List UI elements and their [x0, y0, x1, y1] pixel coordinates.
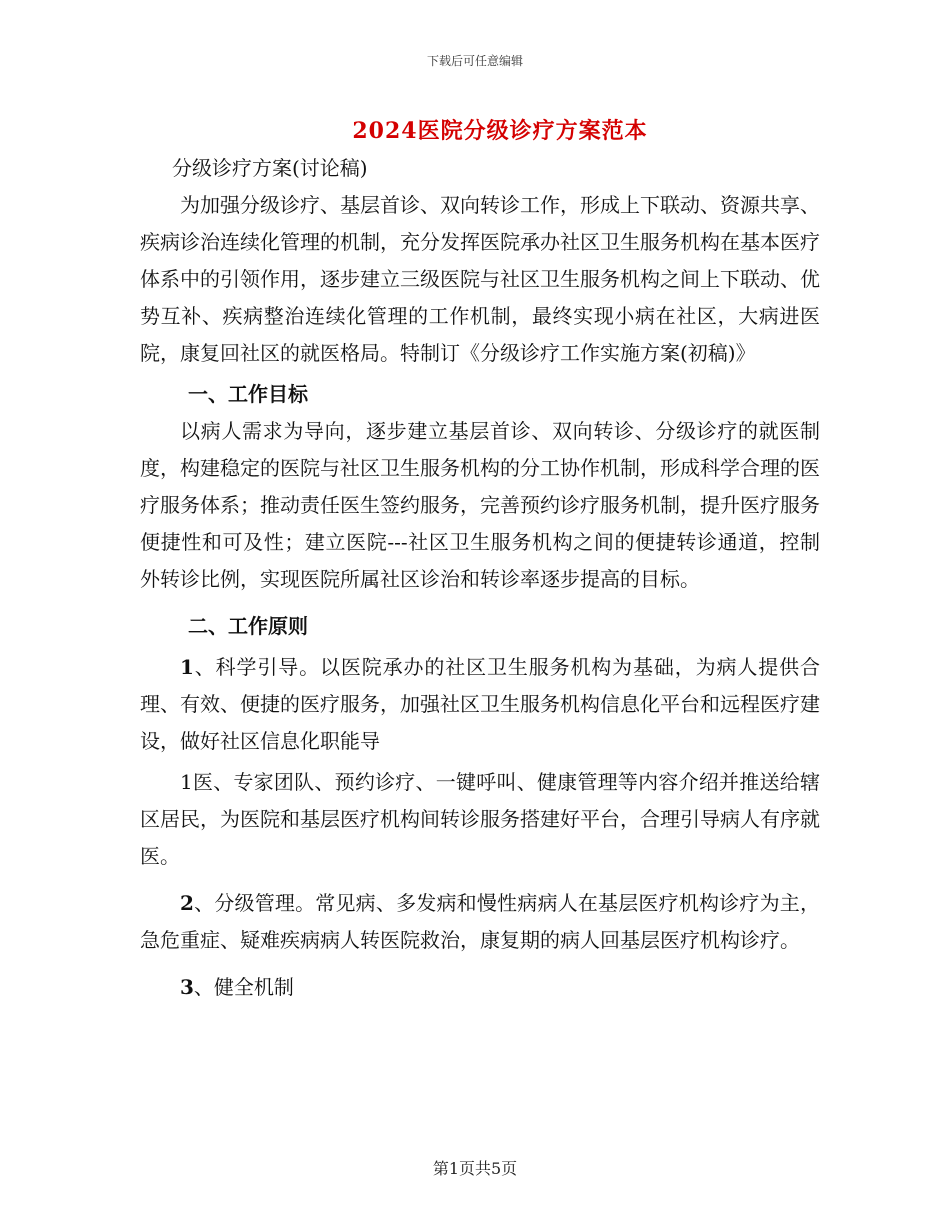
goals-paragraph: 以病人需求为导向，逐步建立基层首诊、双向转诊、分级诊疗的就医制度，构建稳定的医院与社区卫生服务机构的分工协作机制，形成科学合理的医疗服务体系；推动责任医生签约服务，完善预约诊疗服务机制，提升医疗服务便捷性和可及性；建立医院---社区卫生服务机构之间的便捷转诊通道，控制外转诊比例，实现医院所属社区诊治和转诊率逐步提高的目标。: [140, 419, 820, 591]
principle-2-paragraph: [140, 885, 820, 959]
page-header: 下载后可任意编辑: [426, 54, 523, 68]
document-title: 2024医院分级诊疗方案范本: [352, 118, 648, 144]
principle-3-paragraph: [140, 969, 820, 1006]
principle-1-continued: 1医、专家团队、预约诊疗、一键呼叫、健康管理等内容介绍并推送给辖区居民，为医院和基层医疗机构间转诊服务搭建好平台，合理引导病人有序就医。: [140, 770, 820, 868]
subtitle: 分级诊疗方案(讨论稿): [172, 156, 368, 180]
principle-2-text: 、分级管理。常见病、多发病和慢性病病人在基层医疗机构诊疗为主，急危重症、疑难疾病病人转医院救治，康复期的病人回基层医疗机构诊疗。: [140, 891, 820, 952]
principle-2-number: 2: [180, 891, 194, 915]
intro-paragraph: 为加强分级诊疗、基层首诊、双向转诊工作，形成上下联动、资源共享、疾病诊治连续化管理的机制，充分发挥医院承办社区卫生服务机构在基本医疗体系中的引领作用，逐步建立三级医院与社区卫生服务机构之间上下联动、优势互补、疾病整治连续化管理的工作机制，最终实现小病在社区，大病进医院，康复回社区的就医格局。特制订《分级诊疗工作实施方案(初稿)》: [140, 193, 820, 365]
principle-3-number: 3: [180, 975, 194, 999]
principle-1-number: 1: [180, 655, 194, 679]
section-heading-goals: 一、工作目标: [188, 382, 308, 406]
section-heading-principles: 二、工作原则: [188, 614, 308, 638]
principle-3-text: 、健全机制: [193, 975, 294, 999]
page-footer: 第1页共5页: [432, 1159, 518, 1178]
document-body: [140, 150, 820, 1006]
principle-1-text: 、科学引导。以医院承办的社区卫生服务机构为基础，为病人提供合理、有效、便捷的医疗服务，加强社区卫生服务机构信息化平台和远程医疗建设，做好社区信息化职能导: [140, 655, 820, 753]
principle-1-paragraph: [140, 649, 820, 760]
